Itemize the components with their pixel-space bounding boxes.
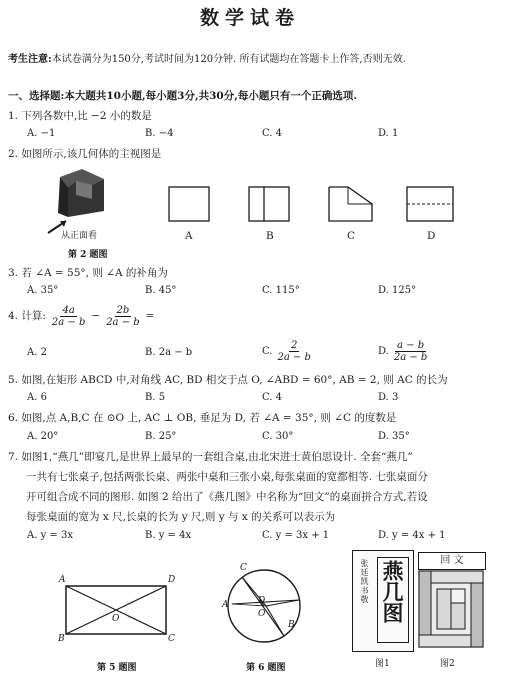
q4-optc-den: 2a − b (277, 352, 311, 363)
q2-view-d (406, 186, 456, 224)
q4-optc-fraction (275, 340, 312, 363)
q7-option-b: B. y = 4x (145, 530, 192, 541)
page-title: 数学试卷 (200, 7, 301, 29)
fig6-caption: 第 6 题图 (246, 663, 286, 673)
q5-stem: 5. 如图,在矩形 ABCD 中,对角线 AC, BD 相交于点 O, ∠ABD = 60°, AB = 2, 则 AC 的长为 (8, 374, 448, 386)
q7-option-d: D. y = 4x + 1 (378, 530, 446, 541)
fig7-huiwen-diagram (418, 570, 486, 650)
fig5-point-o: O (112, 614, 120, 624)
q6-option-a: A. 20° (27, 431, 59, 442)
q5-option-c: C. 4 (262, 392, 283, 403)
q4-optd-fraction (392, 340, 429, 363)
fig7-caption-1: 图1 (375, 659, 390, 669)
fig7-caption-2: 图2 (440, 659, 455, 669)
q6-option-b: B. 25° (145, 431, 177, 442)
fig5-point-d: D (168, 575, 176, 585)
q4-fraction-2 (104, 305, 141, 328)
front-view-label: 从正面看 (61, 231, 98, 241)
q4-option-c (262, 340, 313, 363)
fig7-book-side-text: 张廷凯书敬 (360, 559, 369, 604)
q5-option-d: D. 3 (378, 392, 399, 403)
q6-stem: 6. 如图,点 A,B,C 在 ⊙O 上, AC ⊥ OB, 垂足为 D, 若 ∠A = 35°, 则 ∠C 的度数是 (8, 412, 397, 424)
fig5-caption: 第 5 题图 (97, 663, 137, 673)
fig7-book-cover (352, 550, 414, 652)
exam-notice (8, 53, 406, 66)
fig5-point-c: C (168, 634, 175, 644)
q3-option-c: C. 115° (262, 285, 300, 296)
q2-view-b (248, 186, 292, 224)
q1-option-c: C. 4 (262, 128, 283, 139)
q4-fraction-1 (50, 305, 87, 328)
q4-optc-label: C. (262, 346, 273, 357)
q7-option-c: C. y = 3x + 1 (262, 530, 330, 541)
fig5-point-a: A (59, 575, 66, 585)
q3-stem: 3. 若 ∠A = 55°, 则 ∠A 的补角为 (8, 267, 168, 279)
q1-option-b: B. −4 (145, 128, 174, 139)
q1-option-a: A. −1 (27, 128, 56, 139)
q4-frac2-num: 2b (116, 305, 130, 316)
q1-option-d: D. 1 (378, 128, 399, 139)
q1-stem: 1. 下列各数中,比 −2 小的数是 (8, 110, 152, 122)
notice-label: 考生注意: (8, 54, 52, 65)
q7-option-a: A. y = 3x (27, 530, 73, 541)
q2-view-a (168, 186, 212, 224)
q2-label-d: D (427, 230, 436, 242)
q7-line-3: 开可组合成不同的图形. 如图 2 给出了《燕几图》中名称为“回文”的桌面拼合方式,若设 (26, 491, 428, 503)
q3-option-a: A. 35° (27, 285, 59, 296)
q4-optd-den: 2a − b (393, 352, 428, 363)
q3-option-b: B. 45° (145, 285, 177, 296)
q5-option-a: A. 6 (27, 392, 47, 403)
q4-frac1-den: 2a − b (51, 317, 86, 328)
q4-optc-num: 2 (291, 340, 298, 351)
q2-solid-figure (46, 165, 121, 235)
q4-optd-num: a − b (397, 340, 425, 351)
fig2-caption: 第 2 题图 (68, 250, 108, 260)
q4-equals: = (145, 310, 155, 322)
fig6-point-b: B (288, 620, 295, 630)
fig6-point-c: C (240, 563, 247, 573)
q6-option-d: D. 35° (378, 431, 410, 442)
q7-line-4: 每张桌面的宽为 x 尺,长桌的长为 y 尺,则 y 与 x 的关系可以表示为 (26, 511, 336, 523)
q5-option-b: B. 5 (145, 392, 166, 403)
q4-frac2-den: 2a − b (106, 317, 140, 328)
q2-label-a: A (185, 230, 193, 242)
fig7-book-title: 燕几图 (380, 560, 405, 623)
q2-view-c (328, 186, 376, 224)
notice-text: 本试卷满分为150分,考试时间为120分钟. 所有试题均在答题卡上作答,否则无效. (51, 54, 406, 65)
fig7-huiwen-label: 回 文 (418, 552, 486, 570)
q4-prefix: 4. 计算: (8, 310, 46, 322)
q2-label-b: B (266, 230, 274, 242)
q4-minus: − (91, 310, 101, 322)
q6-option-c: C. 30° (262, 431, 294, 442)
fig6-point-a: A (222, 600, 229, 610)
fig5-rectangle-diagram (56, 576, 186, 646)
section-heading: 一、选择题:本大题共10小题,每小题3分,共30分,每小题只有一个正确选项. (8, 90, 358, 102)
fig5-point-b: B (58, 634, 65, 644)
q4-option-a: A. 2 (27, 347, 47, 358)
q2-label-c: C (347, 230, 356, 242)
q3-option-d: D. 125° (378, 285, 417, 296)
q2-stem: 2. 如图所示,该几何体的主视图是 (8, 148, 162, 160)
fig6-point-o: O (258, 609, 266, 619)
q4-option-b: B. 2a − b (145, 347, 193, 358)
q7-line-2: 一共有七张桌子,包括两张长桌、两张中桌和三张小桌,每张桌面的宽都相等. 七张桌面分 (26, 471, 428, 483)
q7-line-1: 7. 如图1,“燕几”即宴几,是世界上最早的一套组合桌,由北宋进士黄伯思设计. 全套“燕几” (8, 451, 413, 463)
q4-expression (8, 305, 154, 328)
q4-frac1-num: 4a (62, 305, 75, 316)
fig6-point-d: D (258, 596, 266, 606)
q4-optd-label: D. (378, 346, 389, 357)
q4-option-d (378, 340, 429, 363)
